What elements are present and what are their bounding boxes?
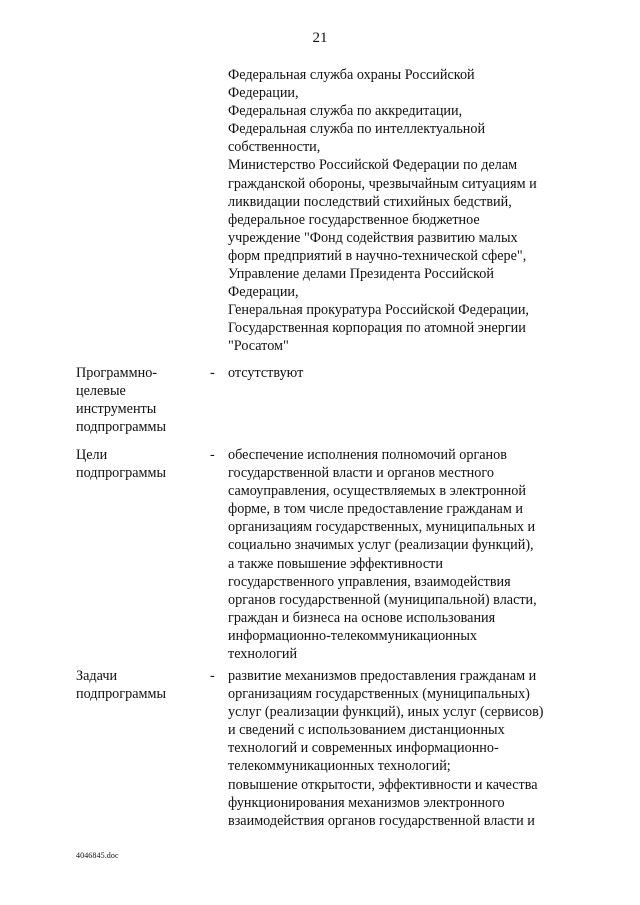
value-line: услуг (реализации функций), иных услуг (сервисов) [228,704,544,721]
text-line: гражданской обороны, чрезвычайным ситуациям и [228,175,537,192]
value-line: организациям государственных, муниципальных и [228,519,536,536]
text-line: Федеральная служба по интеллектуальной [228,121,486,138]
row-value [228,364,573,382]
row-dash: - [210,365,215,381]
value-line: отсутствуют [228,365,304,381]
label-line: Цели [76,447,108,463]
page-number: 21 [312,30,328,46]
text-line: форм предприятий в научно-технической сфере", [228,247,527,264]
row-dash: - [210,447,215,463]
label-line: подпрограммы [76,465,166,482]
row-value [228,667,573,830]
value-line: телекоммуникационных технологий; [228,758,451,775]
value-line: социально значимых услуг (реализации функций), [228,537,534,554]
label-line: подпрограммы [76,686,166,703]
value-line: и сведений с использованием дистанционных [228,722,505,739]
text-line: Федеральная служба охраны Российской [228,67,475,83]
text-line: Государственная корпорация по атомной энергии [228,320,526,337]
document-file-reference: 4046845.doc [76,851,119,860]
label-line: целевые [76,383,126,400]
row-label [76,667,196,703]
row-label [76,446,196,482]
text-line: Управление делами Президента Российской [228,266,494,283]
text-line: Министерство Российской Федерации по делам [228,157,518,174]
label-line: Программно- [76,365,158,381]
row-label [76,364,196,436]
value-line: обеспечение исполнения полномочий органов [228,447,507,463]
value-line: повышение открытости, эффективности и качества [228,776,538,793]
value-line: самоуправления, осуществляемых в электронной [228,483,526,500]
label-line: Задачи [76,668,118,684]
row-dash: - [210,668,215,684]
label-line: подпрограммы [76,419,166,436]
text-line: учреждение "Фонд содействия развитию малых [228,229,518,246]
value-line: государственной власти и органов местного [228,465,494,482]
text-line: Федерации, [228,85,299,102]
label-line: инструменты [76,401,157,418]
value-line: взаимодействия органов государственной власти и [228,812,535,829]
value-line: информационно-телекоммуникационных [228,627,477,644]
value-line: а также повышение эффективности [228,555,443,572]
text-line: федеральное государственное бюджетное [228,211,480,228]
text-line: Федерации, [228,284,299,301]
value-line: органов государственной (муниципальной) власти, [228,591,537,608]
row-value [228,446,573,663]
text-line: собственности, [228,139,321,156]
value-line: государственного управления, взаимодействия [228,573,511,590]
text-line: Генеральная прокуратура Российской Федерации, [228,302,529,319]
value-line: технологий и современных информационно- [228,740,499,757]
text-line: ликвидации последствий стихийных бедствий, [228,193,512,210]
text-line: Федеральная служба по аккредитации, [228,103,463,120]
value-line: граждан и бизнеса на основе использования [228,609,496,626]
agency-list-continuation [228,66,573,356]
value-line: технологий [228,646,298,663]
value-line: функционирования механизмов электронного [228,794,505,811]
value-line: организациям государственных (муниципальных) [228,686,530,703]
text-line: "Росатом" [228,338,289,355]
value-line: форме, в том числе предоставление гражданам и [228,501,523,518]
value-line: развитие механизмов предоставления гражданам и [228,668,537,684]
